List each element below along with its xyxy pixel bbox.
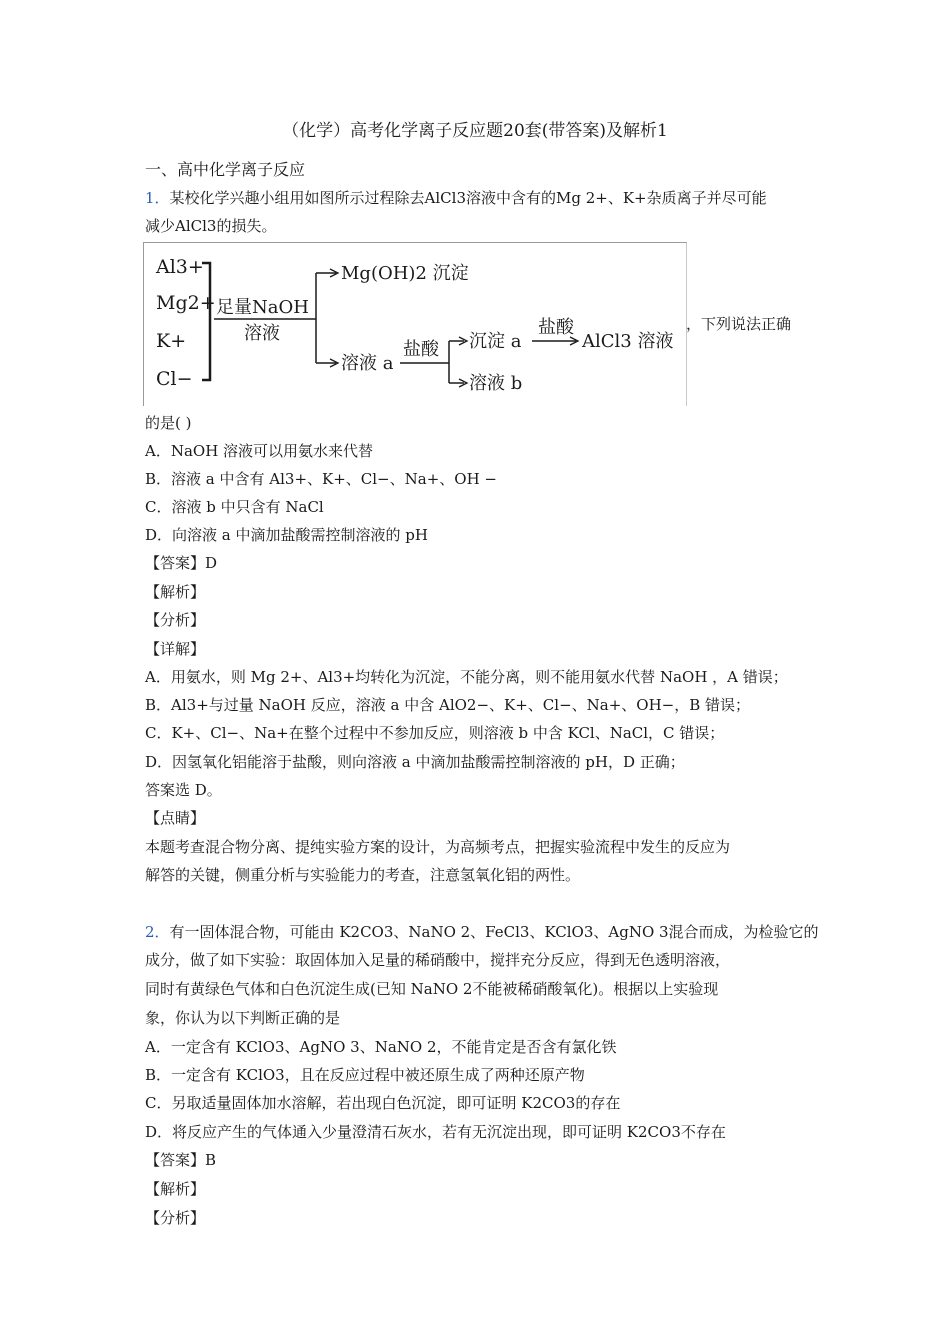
ion-k: K+ (156, 330, 187, 352)
q1-option-b: B．溶液 a 中含有 Al3+、K+、Cl−、Na+、OH − (145, 470, 497, 488)
q1-detail-d: D．因氢氧化铝能溶于盐酸，则向溶液 a 中滴加盐酸需控制溶液的 pH，D 正确； (145, 753, 685, 771)
ion-bracket (202, 263, 210, 380)
ion-al: Al3+ (156, 256, 204, 278)
q2-stem-line1 (145, 922, 819, 942)
q1-detail-a: A．用氨水，则 Mg 2+、Al3+均转化为沉淀，不能分离，则不能用氨水代替 NaOH ，A 错误； (145, 668, 788, 686)
solution-b: 溶液 b (469, 373, 523, 394)
q1-jiexi: 【解析】 (145, 583, 206, 601)
q2-option-c: C．另取适量固体加水溶解，若出现白色沉淀，即可证明 K2CO3的存在 (145, 1094, 621, 1112)
ion-mg: Mg2+ (156, 292, 216, 314)
ion-cl: Cl− (156, 368, 193, 390)
precipitate-mgoh2: Mg(OH)2 沉淀 (341, 263, 469, 284)
q2-number: 2． (145, 923, 170, 941)
q1-flow-diagram (143, 242, 687, 406)
reagent-solution: 溶液 (244, 323, 280, 344)
q1-after-figure: ，下列说法正确 (686, 315, 792, 333)
q2-answer: 【答案】B (145, 1151, 217, 1169)
q2-stem-line3: 同时有黄绿色气体和白色沉淀生成(已知 NaNO 2不能被稀硝酸氧化)。根据以上实验现 (145, 980, 719, 998)
q1-stem-text1: 某校化学兴趣小组用如图所示过程除去AlCl3溶液中含有的Mg 2+、K+杂质离子并尽可能 (169, 189, 767, 207)
q2-stem-text1: 有一固体混合物，可能由 K2CO3、NaNO 2、FeCl3、KClO3、AgNO 3混合而成，为检验它的 (169, 923, 819, 941)
precipitate-a: 沉淀 a (469, 331, 522, 352)
q1-summary-1: 本题考查混合物分离、提纯实验方案的设计，为高频考点，把握实验流程中发生的反应为 (145, 838, 731, 856)
q1-number: 1． (145, 189, 170, 207)
q2-fenxi: 【分析】 (145, 1209, 206, 1227)
q1-option-a: A．NaOH 溶液可以用氨水来代替 (145, 442, 374, 460)
q1-detail-c: C．K+、Cl−、Na+在整个过程中不参加反应，则溶液 b 中含 KCl、NaCl，C 错误； (145, 724, 725, 742)
q1-summary-2: 解答的关键，侧重分析与实验能力的考查，注意氢氧化铝的两性。 (145, 866, 581, 884)
q1-dianjing: 【点睛】 (145, 809, 206, 827)
q2-stem-line2: 成分，做了如下实验：取固体加入足量的稀硝酸中，搅拌充分反应，得到无色透明溶液， (145, 951, 731, 969)
q2-option-a: A．一定含有 KClO3、AgNO 3、NaNO 2，不能肯定是否含有氯化铁 (145, 1038, 617, 1056)
q2-option-b: B．一定含有 KClO3，且在反应过程中被还原生成了两种还原产物 (145, 1066, 585, 1084)
q2-option-d: D．将反应产生的气体通入少量澄清石灰水，若有无沉淀出现，即可证明 K2CO3不存在 (145, 1123, 726, 1141)
q1-option-c: C．溶液 b 中只含有 NaCl (145, 498, 324, 516)
reagent-naoh: 足量NaOH (216, 297, 309, 318)
q1-detail-b: B．Al3+与过量 NaOH 反应，溶液 a 中含 AlO2−、K+、Cl−、Na+、OH−，B 错误； (145, 696, 751, 714)
q2-stem-line4: 象，你认为以下判断正确的是 (145, 1009, 341, 1027)
q1-stem-line3: 的是( ) (145, 414, 192, 432)
page-title: （化学）高考化学离子反应题20套(带答案)及解析1 (282, 121, 668, 141)
product-alcl3: AlCl3 溶液 (582, 331, 674, 352)
section-heading: 一、高中化学离子反应 (145, 160, 306, 179)
reagent-hcl-1: 盐酸 (403, 339, 439, 360)
q1-stem-line1 (145, 188, 767, 208)
solution-a: 溶液 a (341, 353, 394, 374)
q2-jiexi: 【解析】 (145, 1180, 206, 1198)
q1-option-d: D．向溶液 a 中滴加盐酸需控制溶液的 pH (145, 526, 428, 544)
q1-fenxi: 【分析】 (145, 611, 206, 629)
q1-xiangjie: 【详解】 (145, 640, 206, 658)
q1-answer-choice: 答案选 D。 (145, 781, 222, 799)
q1-stem-line2: 减少AlCl3的损失。 (145, 217, 277, 235)
q1-answer: 【答案】D (145, 554, 218, 572)
reagent-hcl-2: 盐酸 (538, 317, 574, 338)
